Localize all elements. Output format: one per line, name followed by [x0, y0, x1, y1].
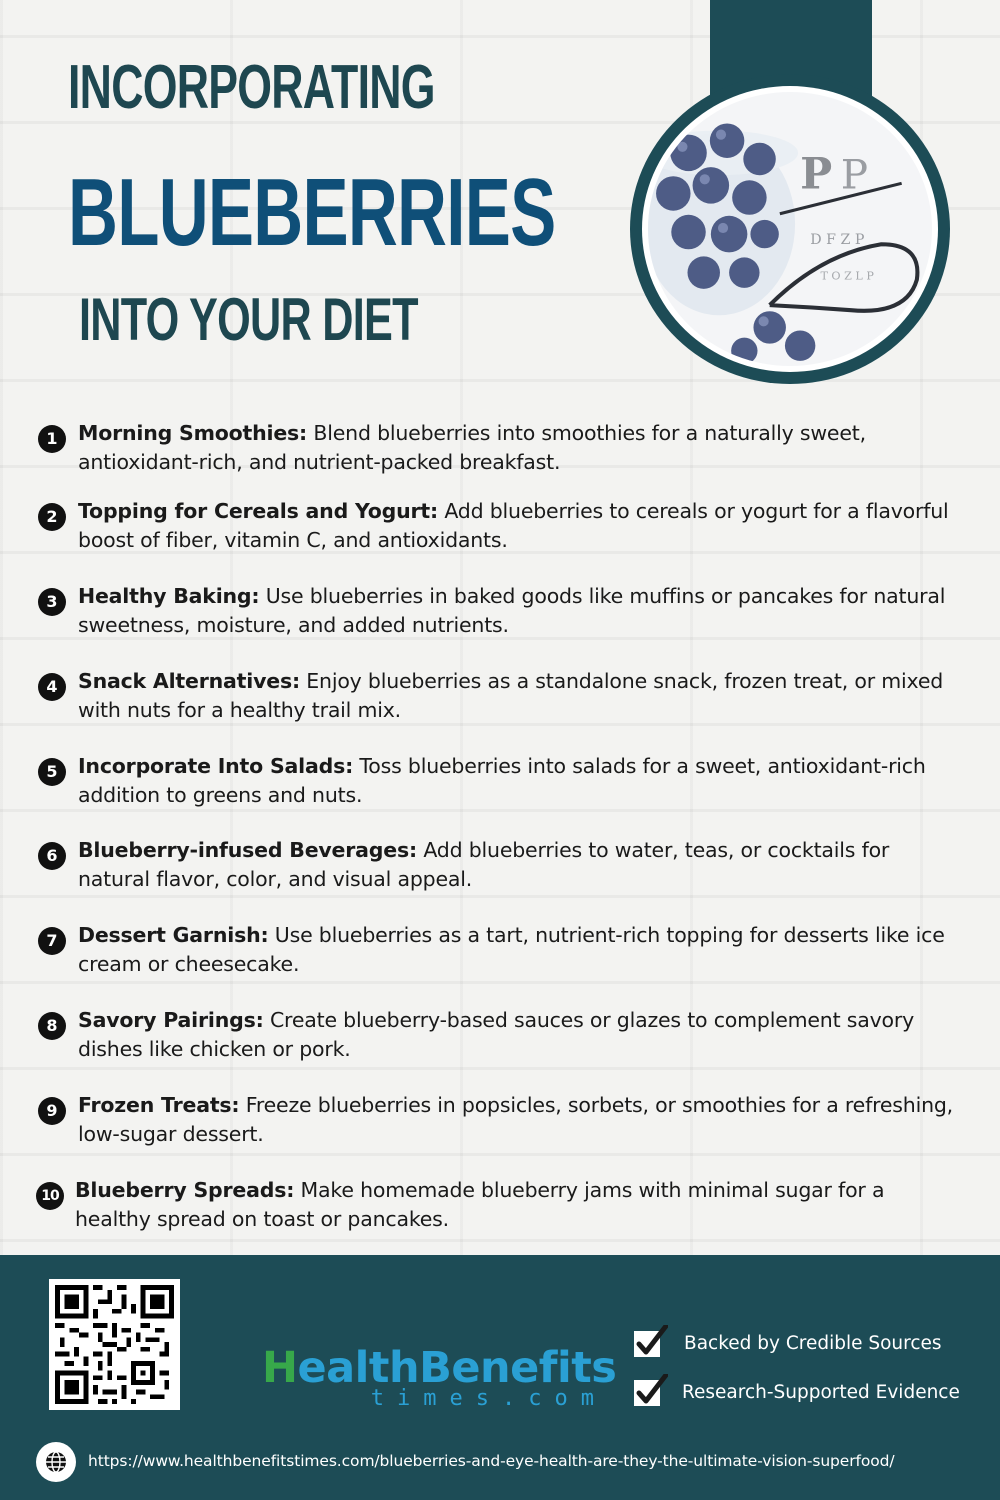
tip-title: Healthy Baking: [78, 584, 260, 608]
footer [0, 1255, 1000, 1500]
tip-title: Topping for Cereals and Yogurt: [78, 499, 438, 523]
svg-text:P: P [800, 149, 833, 200]
number-badge: 3 [38, 588, 66, 616]
logo-main-text: ealthBenefits [297, 1343, 617, 1393]
tip-title: Frozen Treats: [78, 1093, 240, 1117]
blueberries-photo-frame [630, 74, 950, 384]
tip-title: Incorporate Into Salads: [78, 754, 354, 778]
tip-title: Snack Alternatives: [78, 669, 300, 693]
badge-label: Research-Supported Evidence [682, 1382, 960, 1403]
svg-text:P: P [840, 150, 869, 199]
logo-sub-text: times.com [370, 1386, 607, 1411]
tip-description: Toss blueberries into salads for a sweet, antioxidant-rich addition to greens and nuts. [78, 754, 926, 807]
number-badge: 1 [38, 425, 66, 453]
checkmark-icon [632, 1325, 668, 1361]
source-url-link[interactable]: https://www.healthbenefitstimes.com/blueberries-and-eye-health-are-they-the-ultimate-vision-superfood/ [88, 1452, 895, 1470]
tip-title: Blueberry-infused Beverages: [78, 838, 417, 862]
tip-title: Blueberry Spreads: [75, 1178, 295, 1202]
tip-description: Add blueberries to water, teas, or cocktails for natural flavor, color, and visual appeal. [78, 838, 890, 891]
tip-title: Savory Pairings: [78, 1008, 264, 1032]
title-line-2: BLUEBERRIES [68, 159, 556, 266]
blueberries-photo [642, 86, 938, 372]
healthbenefits-logo[interactable] [262, 1343, 617, 1413]
tip-description: Create blueberry-based sauces or glazes to complement savory dishes like chicken or pork. [78, 1008, 915, 1061]
title-line-1: INCORPORATING [68, 53, 435, 122]
number-badge: 8 [38, 1012, 66, 1040]
tip-description: Freeze blueberries in popsicles, sorbets, or smoothies for a refreshing, low-sugar dessert. [78, 1093, 953, 1146]
number-badge: 9 [38, 1097, 66, 1125]
badge-research-evidence [632, 1374, 982, 1414]
tip-description: Make homemade blueberry jams with minimal sugar for a healthy spread on toast or pancakes. [75, 1178, 885, 1231]
tip-title: Morning Smoothies: [78, 421, 308, 445]
checkmark-icon [632, 1374, 668, 1410]
number-badge: 5 [38, 758, 66, 786]
tip-description: Use blueberries in baked goods like muffins or pancakes for natural sweetness, moisture, and added nutrients. [78, 584, 946, 637]
tip-description: Add blueberries to cereals or yogurt for a flavorful boost of fiber, vitamin C, and antioxidants. [78, 499, 949, 552]
number-badge: 6 [38, 842, 66, 870]
badge-label: Backed by Credible Sources [684, 1333, 942, 1354]
number-badge: 10 [36, 1182, 64, 1210]
number-badge: 2 [38, 503, 66, 531]
svg-text:D F Z P: D F Z P [810, 232, 865, 249]
title-line-3: INTO YOUR DIET [79, 286, 418, 353]
globe-icon [36, 1442, 76, 1482]
tip-description: Enjoy blueberries as a standalone snack, frozen treat, or mixed with nuts for a healthy trail mix. [78, 669, 944, 722]
badge-credible-sources [632, 1325, 982, 1365]
tip-title: Dessert Garnish: [78, 923, 269, 947]
number-badge: 7 [38, 927, 66, 955]
tip-description: Blend blueberries into smoothies for a naturally sweet, antioxidant-rich, and nutrient-packed breakfast. [78, 421, 866, 474]
logo-prefix: H [262, 1343, 298, 1393]
tip-description: Use blueberries as a tart, nutrient-rich topping for desserts like ice cream or cheesecake. [78, 923, 945, 976]
number-badge: 4 [38, 673, 66, 701]
qr-code[interactable] [49, 1279, 180, 1410]
svg-text:T O Z L P: T O Z L P [820, 269, 874, 283]
